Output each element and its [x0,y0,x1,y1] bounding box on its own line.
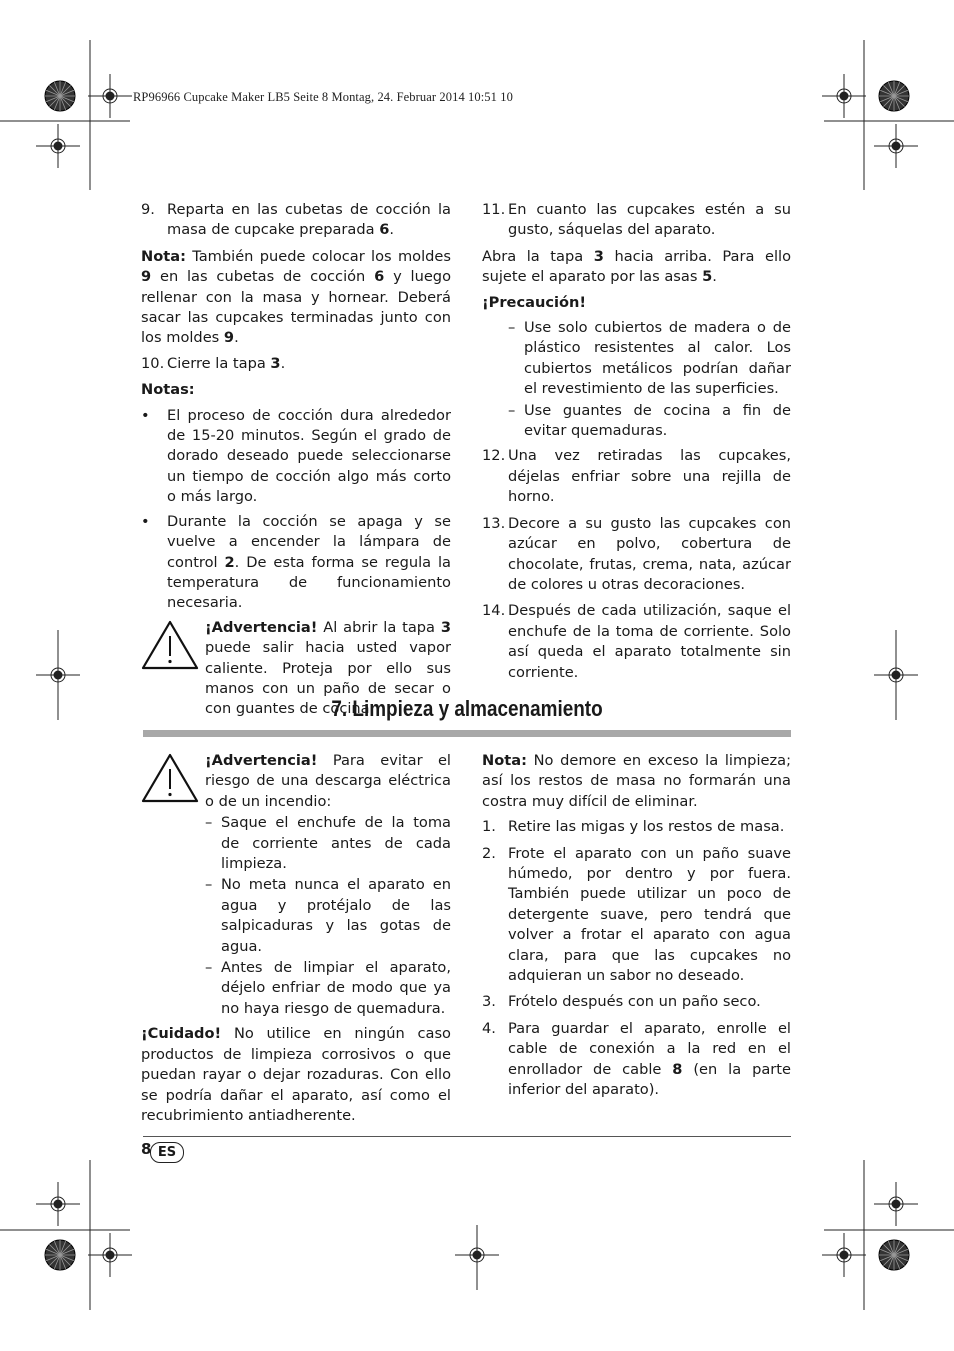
caution-item: – Use solo cubiertos de madera o de plástico resistentes al calor. Los cubiertos metálicos podrían dañar el revestimiento de las superficies. [508,319,791,398]
clean-step-3: 3. Frótelo después con un paño seco. [482,993,761,1011]
heading-rule [143,730,791,737]
bullet-control-lamp: • Durante la cocción se apaga y se vuelve a encender la lámpara de control 2. De esta forma se regula la temperatura de funcionamiento necesaria. [141,512,451,612]
warning-electric: ¡Advertencia! Para evitar el riesgo de una descarga eléctrica o de un incendio: – Saque el enchufe de la toma de corriente antes de cada limpieza. – No meta nunca el aparato en agua y protéjalo de las salpicaduras y las gotas de agua. – Antes de limpiar el aparato, déjelo enfriar de modo que ya no haya riesgo de quemadura. [141,751,451,1020]
step-13: 13. Decore a su gusto las cupcakes con azúcar en polvo, cobertura de chocolate, frutas, crema, nata, azúcar de colores u otras decoraciones. [482,514,791,593]
step-11: 11. En cuanto las cupcakes estén a su gusto, sáquelas del aparato. [482,201,791,239]
left-top-column [141,200,451,720]
warning-item: – Antes de limpiar el aparato, déjelo enfriar de modo que ya no haya riesgo de quemadura. [205,959,451,1017]
warning-triangle-icon [141,751,205,1020]
footer-rule [143,1136,791,1137]
right-bottom-column [482,751,791,1107]
caution-list [508,318,791,441]
caution-cleaning: ¡Cuidado! No utilice en ningún caso productos de limpieza corrosivos o que puedan rayar o dejar rozaduras. Con ello se podría dañar el aparato, así como el recubrimiento antiadherente. [141,1025,451,1124]
note-molds: Nota: También puede colocar los moldes 9 en las cubetas de cocción 6 y luego rellenar con la masa y hornear. Deberá sacar las cupcakes terminadas junto con los moldes 9. [141,247,451,347]
caution-label: ¡Precaución! [482,293,587,311]
step-12: 12. Una vez retiradas las cupcakes, déjelas enfriar sobre una rejilla de horno. [482,447,791,506]
step-14: 14. Después de cada utilización, saque el enchufe de la toma de corriente. Solo así queda el aparato totalmente sin corriente. [482,602,791,681]
bullet-baking-time: • El proceso de cocción dura alrededor de 15-20 minutos. Según el grado de dorado deseado puede seleccionarse un tiempo de cocción algo más corto o más largo. [141,406,451,506]
warning-item: – Saque el enchufe de la toma de corriente antes de cada limpieza. [205,814,451,873]
note-cleaning: Nota: No demore en exceso la limpieza; así los restos de masa no formarán una costra muy difícil de eliminar. [482,752,791,810]
step-11-detail: Abra la tapa 3 hacia arriba. Para ello sujete el aparato por las asas 5. [482,247,791,286]
print-slug: RP96966 Cupcake Maker LB5 Seite 8 Montag, 24. Februar 2014 10:51 10 [133,90,513,104]
left-bottom-column [141,751,451,1131]
language-badge: ES [150,1142,184,1163]
caution-item: – Use guantes de cocina a fin de evitar quemaduras. [508,401,791,440]
clean-step-4: 4. Para guardar el aparato, enrolle el cable de conexión a la red en el enrollador de cable 8 (en la parte inferior del aparato). [482,1019,791,1099]
notes-label: Notas: [141,381,195,399]
section-heading: 7. Limpieza y almacenamiento [331,696,603,721]
clean-step-2: 2. Frote el aparato con un paño suave húmedo, por dentro y por fuera. También puede utilizar un poco de detergente suave, pero tendrá que volver a frotar el aparato con agua clara, para que las cupcakes no adquieran un sabor no deseado. [482,844,791,985]
clean-step-1: 1. Retire las migas y los restos de masa. [482,818,785,836]
page-number: 8 [141,1140,152,1158]
warning-steam: ¡Advertencia! Al abrir la tapa 3 puede salir hacia usted vapor caliente. Proteja por ello sus manos con un paño de secar o con guantes de cocina. [141,618,451,720]
warning-item: – No meta nunca el aparato en agua y protéjalo de las salpicaduras y las gotas de agua. [205,876,451,955]
step-9: 9. Reparta en las cubetas de cocción la masa de cupcake preparada 6. [141,201,451,239]
right-top-column [482,200,791,689]
step-10: 10. Cierre la tapa 3. [141,354,286,372]
